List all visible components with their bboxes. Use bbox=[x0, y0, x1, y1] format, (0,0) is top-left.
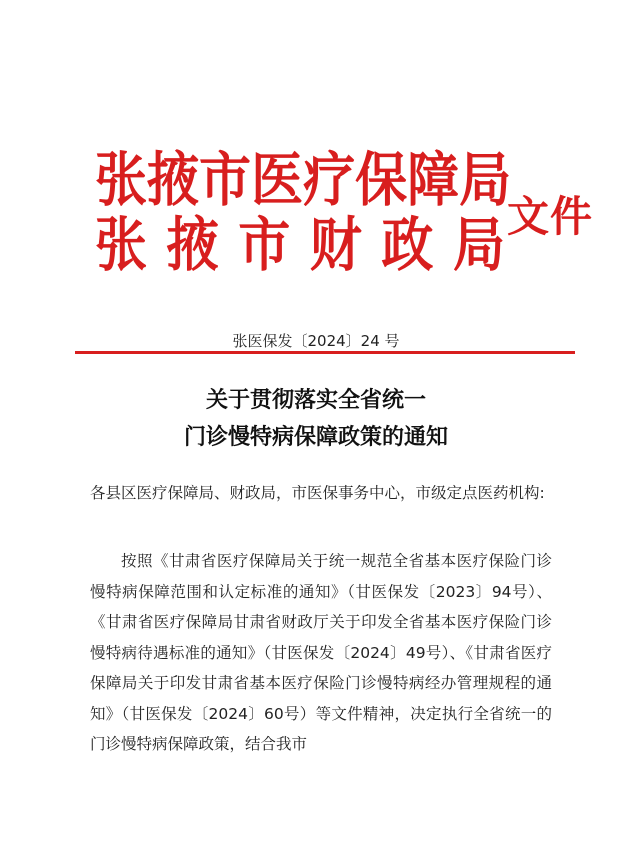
issuer-char: 张 bbox=[95, 211, 148, 280]
issuer-char: 市 bbox=[199, 146, 252, 215]
addressee: 各县区医疗保障局、财政局，市医保事务中心，市级定点医药机构: bbox=[90, 484, 545, 502]
issuer-char: 财 bbox=[309, 211, 362, 280]
issuer-char: 政 bbox=[381, 211, 434, 280]
issuer-line-medical-security-bureau bbox=[95, 146, 512, 215]
issuer-char: 掖 bbox=[147, 146, 200, 215]
issuer-char: 张 bbox=[95, 146, 148, 215]
red-divider bbox=[75, 351, 575, 354]
document-suffix: 文件 bbox=[507, 192, 594, 241]
issuer-char: 疗 bbox=[303, 146, 356, 215]
issuer-char: 医 bbox=[251, 146, 304, 215]
issuer-char: 局 bbox=[452, 211, 505, 280]
issuer-line-finance-bureau bbox=[95, 211, 505, 280]
issuer-char: 市 bbox=[238, 211, 291, 280]
document-title-line-2: 门诊慢特病保障政策的通知 bbox=[183, 424, 448, 450]
document-number: 张医保发〔2024〕24 号 bbox=[232, 332, 400, 350]
issuer-char: 障 bbox=[407, 146, 460, 215]
document-title-line-1: 关于贯彻落实全省统一 bbox=[205, 387, 426, 413]
issuer-char: 局 bbox=[459, 146, 512, 215]
issuer-char: 保 bbox=[355, 146, 408, 215]
issuer-char: 掖 bbox=[166, 211, 219, 280]
body-paragraph: 按照《甘肃省医疗保障局关于统一规范全省基本医疗保险门诊慢特病保障范围和认定标准的通知》（甘医保发〔2023〕94号）、《甘肃省医疗保障局甘肃省财政厅关于印发全省基本医疗保险门诊慢特病待遇标准的通知》（甘医保发〔2024〕49号）、《甘肃省医疗保障局关于印发甘肃省基本医疗保险门诊慢特病经办管理规程的通知》（甘医保发〔2024〕60号）等文件精神，决定执行全省统一的门诊慢特病保障政策，结合我市 bbox=[90, 552, 552, 753]
